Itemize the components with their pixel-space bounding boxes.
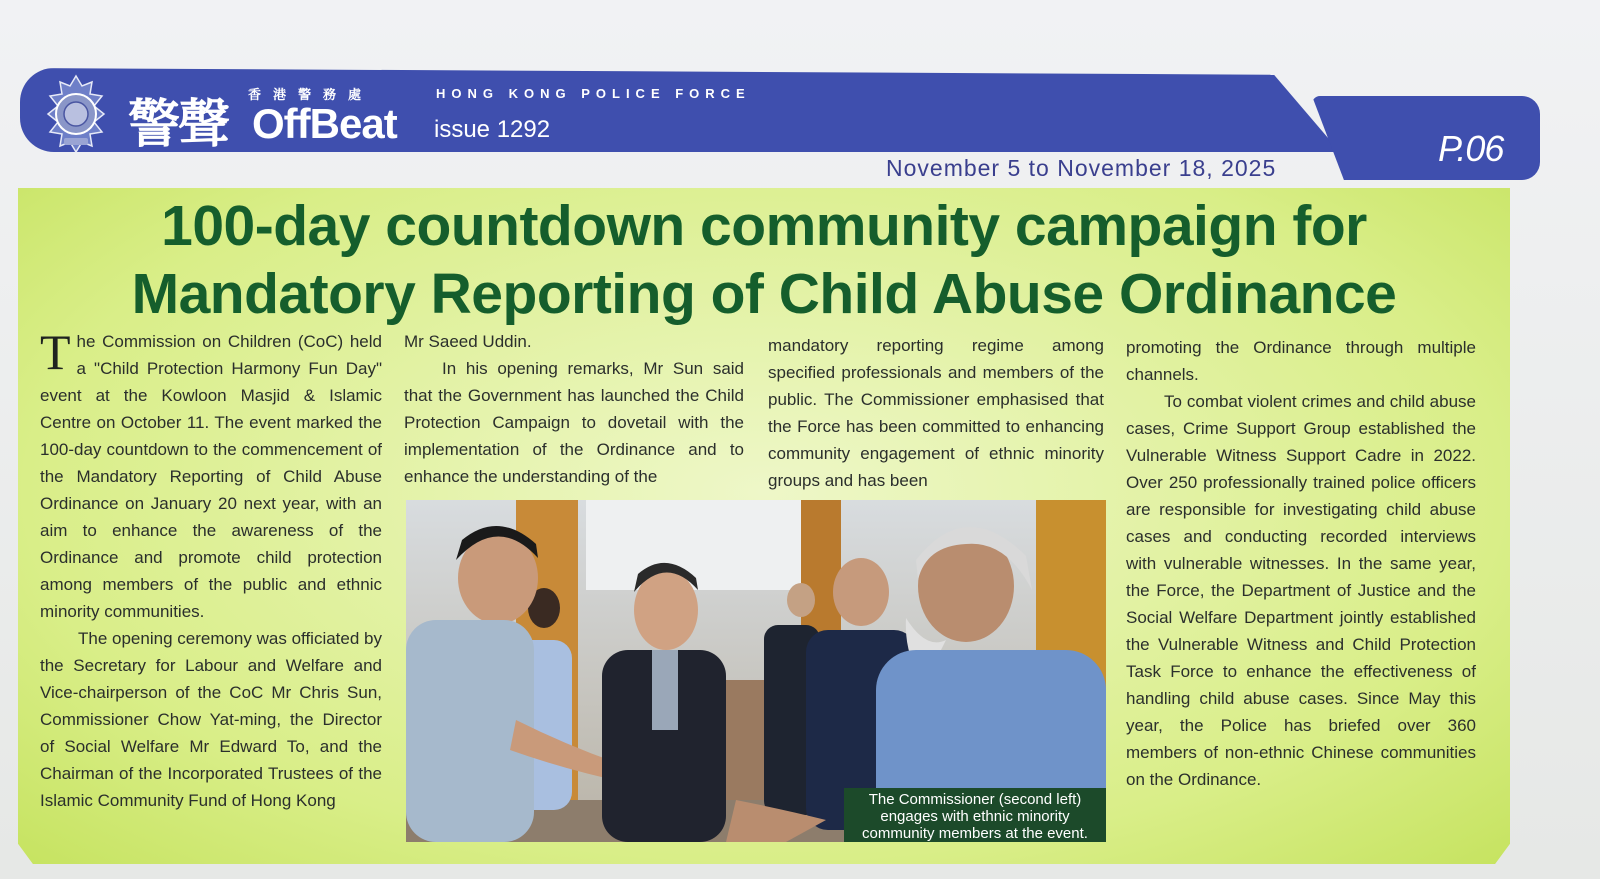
article-column-2 — [404, 328, 744, 490]
paragraph-remarks-continued: mandatory reporting regime among specified professionals and members of the public. The Commissioner emphasised that the Force has been committed to enhancing community engagement of ethnic minority groups and has been — [768, 336, 1104, 490]
paragraph-task-force: To combat violent crimes and child abuse cases, Crime Support Group established the Vulnerable Witness Support Cadre in 2022. Over 250 professionally trained police officers are responsible for investigating child abuse cases and conducting recorded interviews with vulnerable witnesses. In the same year, the Force, the Department of Justice and the Social Welfare Department jointly established the Vulnerable Witness and Child Protection Task Force to enhance the effectiveness of handling child abuse cases. Since May this year, the Police has briefed over 360 members of non-ethnic Chinese communities on the Ordinance. — [1126, 392, 1476, 789]
paragraph-ceremony-continued: Mr Saeed Uddin. — [404, 332, 532, 351]
offbeat-logo-english: OffBeat — [252, 100, 397, 147]
paragraph-intro-text: he Commission on Children (CoC) held a "Child Protection Harmony Fun Day" event at the Kowloon Masjid & Islamic Centre on October 11. The event marked the 100-day countdown to the commencement of the Mandatory Reporting of Child Abuse Ordinance on January 20 next year, with an aim to enhance the awareness of the Ordinance and promote child protection among members of the public and ethnic minority communities. — [40, 332, 382, 621]
paragraph-intro — [40, 324, 382, 625]
paragraph-ceremony: The opening ceremony was officiated by the Secretary for Labour and Welfare and Vice-chairperson of the CoC Mr Chris Sun, Commissioner Chow Yat-ming, the Director of Social Welfare Mr Edward To, and the Chairman of the Incorporated Trustees of the Islamic Community Fund of Hong Kong — [40, 629, 382, 810]
issue-date-range: November 5 to November 18, 2025 — [886, 155, 1277, 181]
offbeat-logo-chinese: 警聲 — [128, 95, 229, 155]
paragraph-remarks-end: promoting the Ordinance through multiple channels. — [1126, 338, 1476, 384]
force-name: HONG KONG POLICE FORCE — [436, 86, 751, 101]
headline-line-1: 100-day countdown community campaign for — [161, 194, 1367, 258]
article-column-4 — [1126, 334, 1476, 793]
drop-cap: T — [40, 324, 71, 380]
headline-line-2: Mandatory Reporting of Child Abuse Ordinance — [131, 262, 1397, 326]
page-number: P.06 — [1438, 128, 1504, 169]
article-headline — [18, 192, 1510, 328]
issue-number: issue 1292 — [434, 116, 551, 143]
paragraph-remarks: In his opening remarks, Mr Sun said that the Government has launched the Child Protection Campaign to dovetail with the implementation of the Ordinance and to enhance the understanding of the — [404, 359, 744, 486]
police-crest-icon — [34, 72, 118, 156]
page-number-tab — [1312, 96, 1540, 180]
force-name-chinese: 香港警務處 — [248, 88, 374, 103]
photo-caption: The Commissioner (second left) engages with ethnic minority community members at the event. — [844, 788, 1106, 842]
article-column-3 — [768, 332, 1104, 494]
article-column-1 — [40, 324, 382, 814]
